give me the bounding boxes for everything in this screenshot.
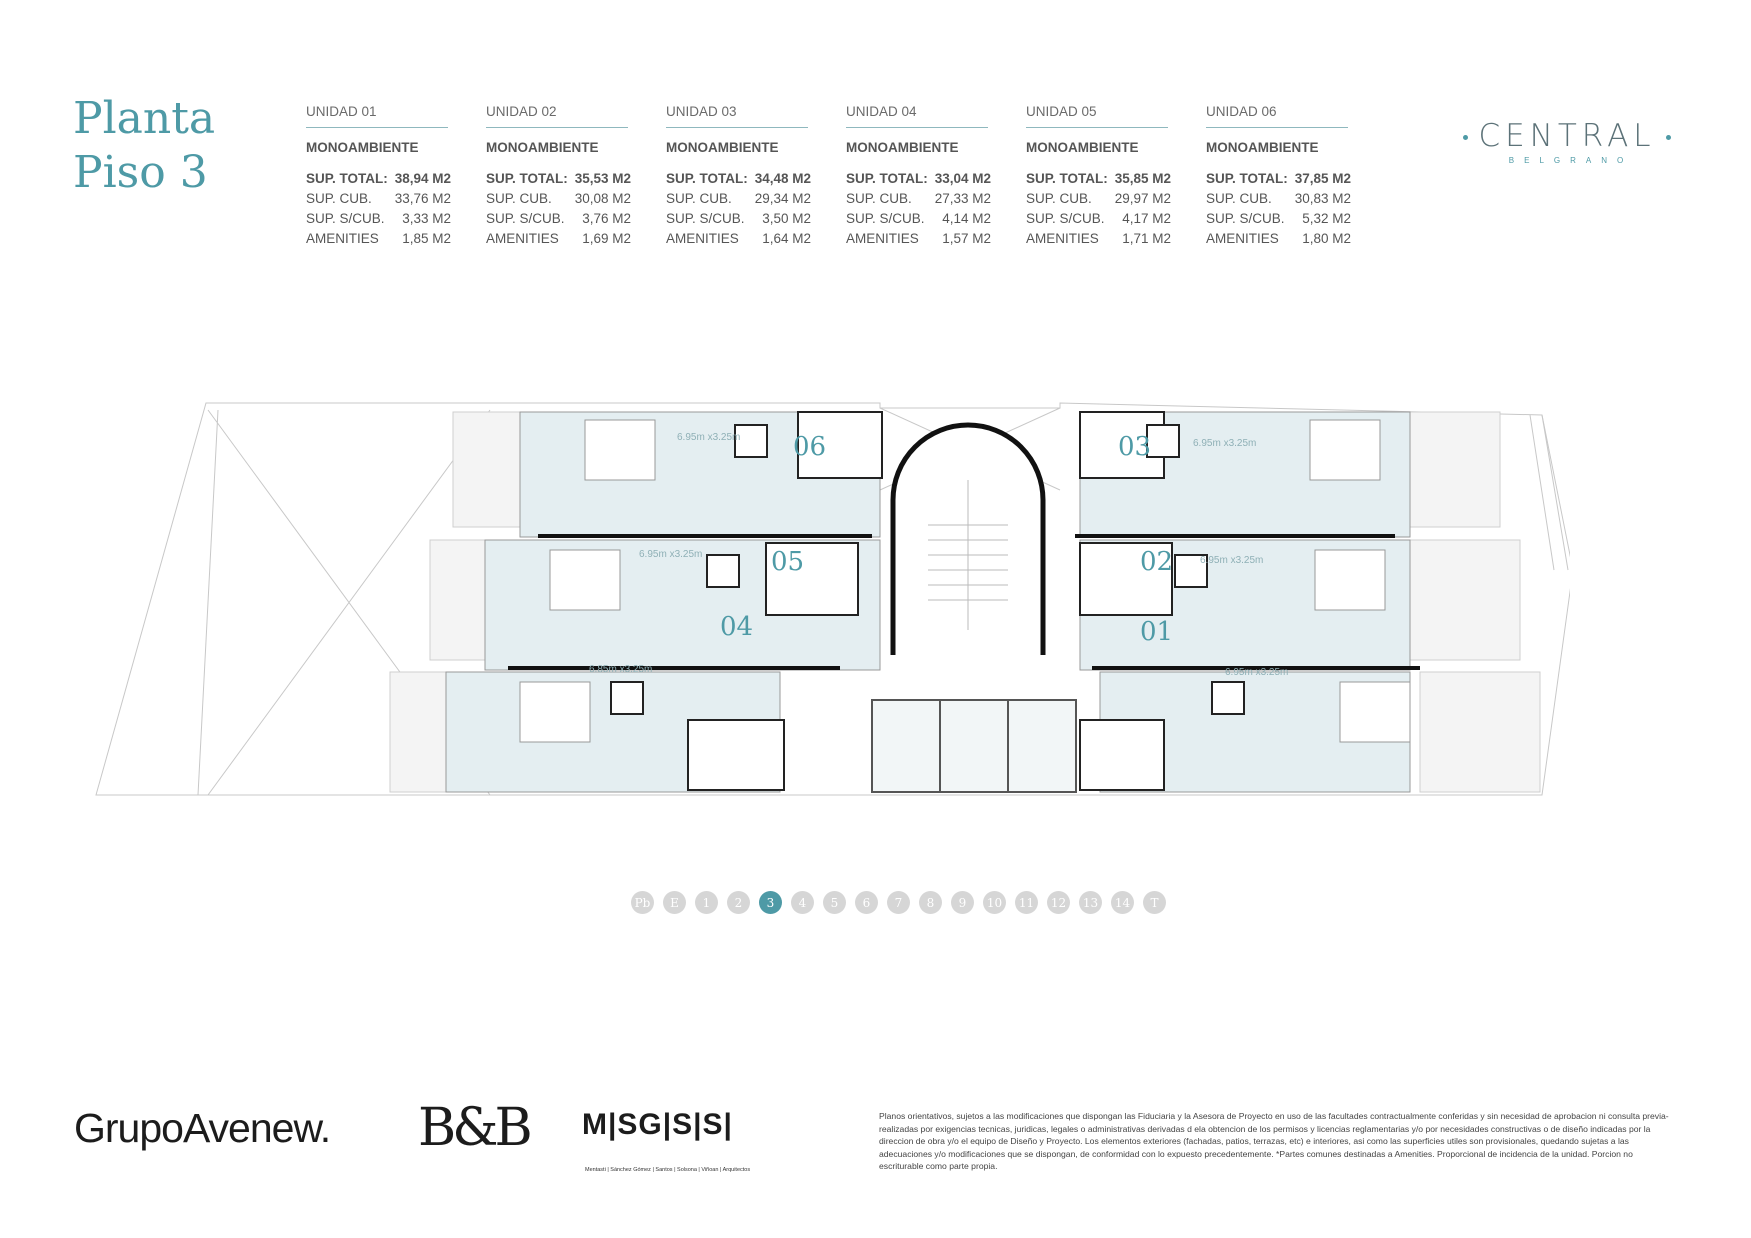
- unit-row-value: 1,85 M2: [402, 231, 451, 246]
- floor-button[interactable]: 12: [1047, 891, 1070, 914]
- unit-row-label: AMENITIES: [486, 231, 559, 246]
- plan-unit-label: 04: [720, 612, 754, 642]
- floor-selector: [631, 891, 1166, 914]
- unit-row-value: 30,83 M2: [1294, 191, 1351, 206]
- unit-row-value: 38,94 M2: [394, 171, 451, 186]
- unit-row-label: SUP. S/CUB.: [1206, 211, 1285, 226]
- unit-row-label: AMENITIES: [1026, 231, 1099, 246]
- unit-row-value: 1,69 M2: [582, 231, 631, 246]
- unit-row-label: SUP. S/CUB.: [1026, 211, 1105, 226]
- unit-row-label: AMENITIES: [846, 231, 919, 246]
- unit-row-value: 1,64 M2: [762, 231, 811, 246]
- unit-row-label: AMENITIES: [666, 231, 739, 246]
- unit-row: [486, 209, 631, 229]
- unit-type: MONOAMBIENTE: [486, 140, 599, 155]
- floor-button[interactable]: 11: [1015, 891, 1038, 914]
- unit-row-label: SUP. CUB.: [846, 191, 912, 206]
- unit-row: [1206, 209, 1351, 229]
- unit-row-value: 33,76 M2: [394, 191, 451, 206]
- unit-row: [306, 229, 451, 249]
- unit-row-label: SUP. CUB.: [486, 191, 552, 206]
- title-line-2: Piso 3: [73, 147, 208, 198]
- unit-name: UNIDAD 06: [1206, 104, 1348, 128]
- floor-button[interactable]: 13: [1079, 891, 1102, 914]
- floor-button[interactable]: 9: [951, 891, 974, 914]
- unit-row: [1026, 189, 1171, 209]
- plan-unit-label: 02: [1140, 547, 1174, 577]
- unit-name: UNIDAD 04: [846, 104, 988, 128]
- unit-row-value: 4,17 M2: [1122, 211, 1171, 226]
- floor-button[interactable]: 2: [727, 891, 750, 914]
- unit-column: [486, 104, 666, 249]
- unit-row-value: 1,57 M2: [942, 231, 991, 246]
- unit-row-value: 27,33 M2: [934, 191, 991, 206]
- unit-row-value: 29,34 M2: [754, 191, 811, 206]
- plan-dim-label: 6.95m x3.25m: [1225, 667, 1289, 678]
- disclaimer: Planos orientativos, sujetos a las modificaciones que dispongan las Fiduciaria y la Asesora de Proyecto en uso de las facultades contractualmente conferidas y sin necesidad de aprobacion ni consulta previa- realizadas por exigencias tecnicas, juridicas, legales o administrativas derivadas d ela obtencion de los permisos y licencias reglamentarias y/o por necesidades constructivas o de diseño indicadas por la direccion de obra y/o el equipo de Diseño y Proyecto. Los elementos exteriores (fachadas, patios, terrazas, etc) e interiores, asi como las superficies utiles son provisionales, quedando sujetas a las adecuaciones y/o modificaciones que se dispongan, de conformidad con lo expuesto precedentemente. *Partes comunes destinadas a Amenities. Proporcional de incidencia de la unidad. Porcion no escriturable como parte propia.: [879, 1111, 1669, 1171]
- unit-row-label: SUP. S/CUB.: [846, 211, 925, 226]
- floor-button[interactable]: 1: [695, 891, 718, 914]
- logo-dot-icon: [1463, 135, 1468, 140]
- unit-row-label: SUP. CUB.: [306, 191, 372, 206]
- unit-row: [846, 189, 991, 209]
- plan-unit-label: 06: [793, 432, 827, 462]
- unit-column: [666, 104, 846, 249]
- bb-logo: B&B: [418, 1098, 529, 1158]
- msgss-logo-sub: Mentasti | Sánchez Gómez | Santos | Solsona | Viñoan | Arquitectos: [585, 1167, 751, 1173]
- logo-dot-icon: [1666, 135, 1671, 140]
- unit-row-label: AMENITIES: [306, 231, 379, 246]
- unit-column: [306, 104, 486, 249]
- plan-dim-label: 6.95m x3.25m: [639, 549, 703, 560]
- unit-row-label: SUP. CUB.: [666, 191, 732, 206]
- units-table: [306, 104, 1386, 249]
- unit-row: [666, 209, 811, 229]
- floor-button[interactable]: 7: [887, 891, 910, 914]
- unit-row-value: 34,48 M2: [754, 171, 811, 186]
- unit-column: [1206, 104, 1386, 249]
- floor-plan: [90, 400, 1570, 810]
- unit-row-value: 3,33 M2: [402, 211, 451, 226]
- unit-row: [1206, 169, 1351, 189]
- unit-row-value: 30,08 M2: [574, 191, 631, 206]
- unit-row-value: 35,53 M2: [574, 171, 631, 186]
- unit-row: [486, 169, 631, 189]
- title-line-1: Planta: [73, 93, 216, 144]
- unit-row: [666, 189, 811, 209]
- unit-row: [306, 189, 451, 209]
- unit-type: MONOAMBIENTE: [1026, 140, 1139, 155]
- unit-row: [1206, 189, 1351, 209]
- plan-dim-label: 6.95m x3.25m: [1193, 438, 1257, 449]
- unit-row-label: SUP. TOTAL:: [1206, 171, 1288, 186]
- unit-row-label: SUP. TOTAL:: [846, 171, 928, 186]
- floor-button[interactable]: 3: [759, 891, 782, 914]
- unit-row-value: 3,50 M2: [762, 211, 811, 226]
- unit-row-value: 3,76 M2: [582, 211, 631, 226]
- logo-brand: CENTRAL: [1478, 118, 1656, 154]
- floor-button[interactable]: T: [1143, 891, 1166, 914]
- floor-button[interactable]: 10: [983, 891, 1006, 914]
- unit-type: MONOAMBIENTE: [666, 140, 779, 155]
- plan-dim-label: 6.95m x3.25m: [1200, 555, 1264, 566]
- unit-row-value: 1,80 M2: [1302, 231, 1351, 246]
- unit-row-label: SUP. S/CUB.: [306, 211, 385, 226]
- msgss-logo: M|SG|S|S|: [582, 1108, 733, 1141]
- unit-row-label: SUP. CUB.: [1026, 191, 1092, 206]
- unit-column: [846, 104, 1026, 249]
- unit-row: [1026, 169, 1171, 189]
- plan-dim-label: 6.85m x3.25m: [589, 664, 653, 675]
- unit-row-label: SUP. S/CUB.: [666, 211, 745, 226]
- floor-button[interactable]: E: [663, 891, 686, 914]
- plan-unit-label: 01: [1140, 617, 1174, 647]
- unit-row-value: 4,14 M2: [942, 211, 991, 226]
- unit-type: MONOAMBIENTE: [306, 140, 419, 155]
- central-belgrano-logo: [1442, 118, 1692, 165]
- floor-button[interactable]: 8: [919, 891, 942, 914]
- grupo-avenew-logo: GrupoAvenew.: [74, 1105, 331, 1151]
- plan-unit-label: 05: [771, 547, 805, 577]
- unit-row-label: SUP. CUB.: [1206, 191, 1272, 206]
- unit-row-value: 37,85 M2: [1294, 171, 1351, 186]
- unit-row-value: 5,32 M2: [1302, 211, 1351, 226]
- plan-dim-label: 6.95m x3.25m: [677, 432, 741, 443]
- unit-name: UNIDAD 01: [306, 104, 448, 128]
- unit-row-value: 35,85 M2: [1114, 171, 1171, 186]
- unit-row: [1026, 229, 1171, 249]
- unit-row-value: 1,71 M2: [1122, 231, 1171, 246]
- unit-row-value: 33,04 M2: [934, 171, 991, 186]
- unit-row-label: AMENITIES: [1206, 231, 1279, 246]
- unit-row-label: SUP. S/CUB.: [486, 211, 565, 226]
- unit-row-label: SUP. TOTAL:: [1026, 171, 1108, 186]
- floor-button[interactable]: 14: [1111, 891, 1134, 914]
- unit-row: [666, 229, 811, 249]
- unit-type: MONOAMBIENTE: [1206, 140, 1319, 155]
- unit-row-label: SUP. TOTAL:: [666, 171, 748, 186]
- floor-button[interactable]: Pb: [631, 891, 654, 914]
- unit-name: UNIDAD 05: [1026, 104, 1168, 128]
- unit-row: [846, 229, 991, 249]
- unit-name: UNIDAD 03: [666, 104, 808, 128]
- unit-name: UNIDAD 02: [486, 104, 628, 128]
- unit-row: [486, 229, 631, 249]
- page-title: [73, 92, 215, 200]
- unit-type: MONOAMBIENTE: [846, 140, 959, 155]
- floor-button[interactable]: 4: [791, 891, 814, 914]
- logo-sub: BELGRANO: [1508, 156, 1634, 165]
- unit-row-label: SUP. TOTAL:: [306, 171, 388, 186]
- unit-row-value: 29,97 M2: [1114, 191, 1171, 206]
- unit-row: [846, 169, 991, 189]
- unit-row: [306, 169, 451, 189]
- unit-column: [1026, 104, 1206, 249]
- unit-row: [306, 209, 451, 229]
- unit-row: [1206, 229, 1351, 249]
- unit-row: [666, 169, 811, 189]
- floor-button[interactable]: 5: [823, 891, 846, 914]
- unit-row: [846, 209, 991, 229]
- plan-unit-label: 03: [1118, 432, 1152, 462]
- unit-row: [486, 189, 631, 209]
- floor-button[interactable]: 6: [855, 891, 878, 914]
- unit-row-label: SUP. TOTAL:: [486, 171, 568, 186]
- unit-row: [1026, 209, 1171, 229]
